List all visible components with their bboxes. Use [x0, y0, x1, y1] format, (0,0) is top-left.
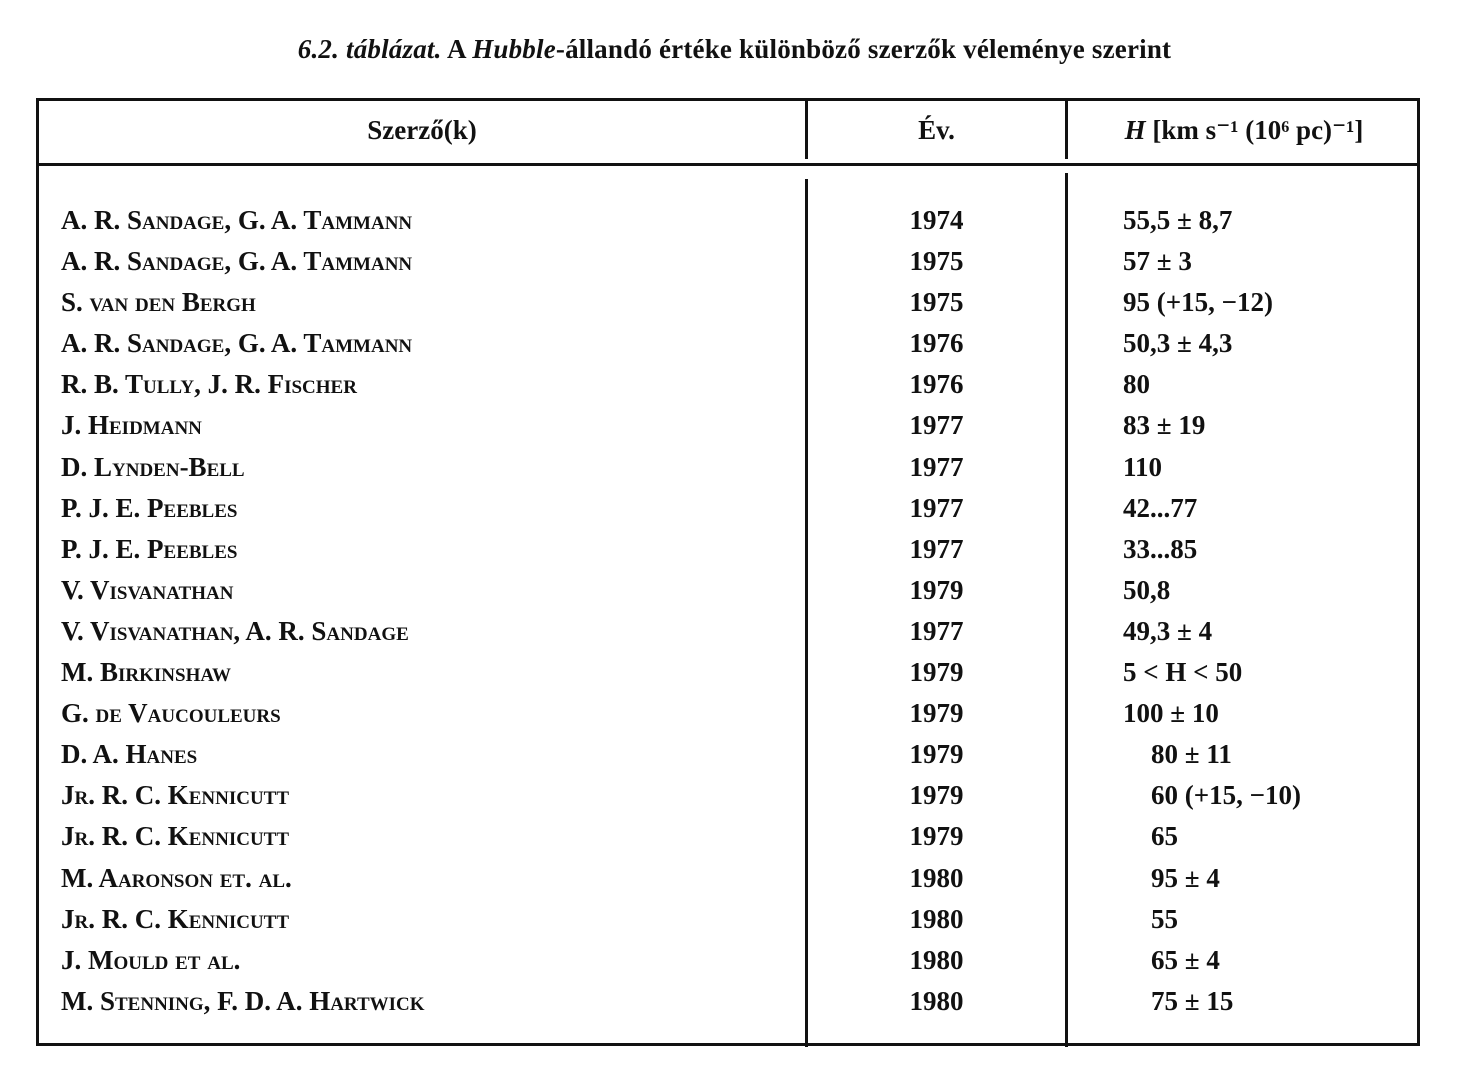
table-row	[39, 986, 1417, 1027]
year-cell: 1979	[909, 739, 964, 770]
header-h-symbol: H	[1124, 115, 1146, 145]
author-cell: M. Aaronson et. al.	[61, 862, 292, 893]
caption-italic-word: Hubble	[472, 34, 556, 64]
table-row	[39, 493, 1417, 534]
caption-prefix: 6.2. táblázat.	[297, 34, 442, 64]
author-cell: Jr. R. C. Kennicutt	[61, 903, 290, 934]
year-cell: 1977	[909, 615, 964, 646]
table-row	[39, 698, 1417, 739]
hubble-value-cell: 83 ± 19	[1123, 410, 1206, 441]
hubble-value-cell: 95 (+15, −12)	[1123, 287, 1274, 318]
table-caption	[0, 34, 1469, 65]
author-cell: D. A. Hanes	[61, 739, 198, 770]
author-cell: M. Birkinshaw	[61, 657, 231, 688]
author-cell: P. J. E. Peebles	[61, 492, 238, 523]
year-cell: 1974	[909, 205, 964, 235]
year-cell: 1980	[909, 985, 964, 1016]
table-row	[39, 575, 1417, 616]
column-divider-1	[805, 101, 808, 159]
author-cell: R. B. Tully, J. R. Fischer	[61, 369, 357, 400]
hubble-value-cell: 42...77	[1123, 492, 1198, 523]
author-cell: P. J. E. Peebles	[61, 533, 238, 564]
hubble-value-cell: 50,8	[1123, 574, 1171, 605]
table-row	[39, 287, 1417, 328]
hubble-value-cell: 55	[1151, 903, 1178, 934]
hubble-value-cell: 80	[1123, 369, 1150, 400]
table-row	[39, 657, 1417, 698]
hubble-value-cell: 33...85	[1123, 533, 1198, 564]
year-cell: 1977	[909, 492, 964, 523]
hubble-value-cell: 95 ± 4	[1151, 862, 1220, 893]
hubble-value-cell: 65 ± 4	[1151, 944, 1220, 975]
author-cell: V. Visvanathan	[61, 574, 234, 605]
author-cell: D. Lynden-Bell	[61, 451, 245, 482]
author-cell: Jr. R. C. Kennicutt	[61, 821, 290, 852]
year-cell: 1979	[909, 574, 964, 605]
author-cell: J. Mould et al.	[61, 944, 241, 975]
author-cell: M. Stenning, F. D. A. Hartwick	[61, 985, 425, 1016]
author-cell: J. Heidmann	[61, 410, 202, 441]
table-row	[39, 205, 1417, 246]
author-cell: G. de Vaucouleurs	[61, 698, 281, 729]
table-row	[39, 452, 1417, 493]
year-cell: 1975	[909, 287, 964, 318]
author-cell: A. R. Sandage, G. A. Tammann	[61, 246, 413, 277]
table-row	[39, 616, 1417, 657]
hubble-value-cell: 80 ± 11	[1151, 739, 1232, 770]
header-hubble-value	[1068, 115, 1420, 146]
table-row	[39, 945, 1417, 986]
table-row	[39, 534, 1417, 575]
year-cell: 1979	[909, 821, 964, 852]
table-row	[39, 821, 1417, 862]
year-cell: 1975	[909, 246, 964, 277]
year-cell: 1977	[909, 533, 964, 564]
year-cell: 1979	[909, 657, 964, 688]
table-row	[39, 410, 1417, 451]
hubble-value-cell: 75 ± 15	[1151, 985, 1234, 1016]
hubble-value-cell: 55,5 ± 8,7	[1123, 205, 1233, 235]
year-cell: 1980	[909, 944, 964, 975]
year-cell: 1976	[909, 369, 964, 400]
hubble-value-cell: 110	[1123, 451, 1163, 482]
caption-part1: A	[441, 34, 473, 64]
year-cell: 1976	[909, 328, 964, 359]
table-row	[39, 904, 1417, 945]
header-author: Szerző(k)	[367, 115, 477, 145]
author-cell: Jr. R. C. Kennicutt	[61, 780, 290, 811]
hubble-table	[36, 98, 1420, 1046]
table-row	[39, 246, 1417, 287]
table-row	[39, 739, 1417, 780]
author-cell: A. R. Sandage, G. A. Tammann	[61, 205, 413, 235]
author-cell: S. van den Bergh	[61, 287, 256, 318]
header-year: Év.	[918, 115, 955, 145]
year-cell: 1977	[909, 410, 964, 441]
hubble-value-cell: 60 (+15, −10)	[1151, 780, 1302, 811]
header-h-unit: [km s⁻¹ (10⁶ pc)⁻¹]	[1145, 115, 1364, 145]
table-body	[39, 205, 1417, 1027]
caption-part2: -állandó értéke különböző szerzők véleménye szerint	[555, 34, 1172, 64]
author-cell: A. R. Sandage, G. A. Tammann	[61, 328, 413, 359]
year-cell: 1979	[909, 780, 964, 811]
hubble-value-cell: 57 ± 3	[1123, 246, 1192, 277]
year-cell: 1979	[909, 698, 964, 729]
table-row	[39, 328, 1417, 369]
author-cell: V. Visvanathan, A. R. Sandage	[61, 615, 409, 646]
hubble-value-cell: 65	[1151, 821, 1178, 852]
column-divider-2	[1065, 101, 1068, 159]
hubble-value-cell: 100 ± 10	[1123, 698, 1219, 729]
hubble-value-cell: 5 < H < 50	[1123, 657, 1243, 688]
header-divider	[39, 163, 1417, 166]
year-cell: 1977	[909, 451, 964, 482]
year-cell: 1980	[909, 903, 964, 934]
table-row	[39, 780, 1417, 821]
table-row	[39, 863, 1417, 904]
year-cell: 1980	[909, 862, 964, 893]
table-row	[39, 369, 1417, 410]
hubble-value-cell: 50,3 ± 4,3	[1123, 328, 1233, 359]
hubble-value-cell: 49,3 ± 4	[1123, 615, 1213, 646]
